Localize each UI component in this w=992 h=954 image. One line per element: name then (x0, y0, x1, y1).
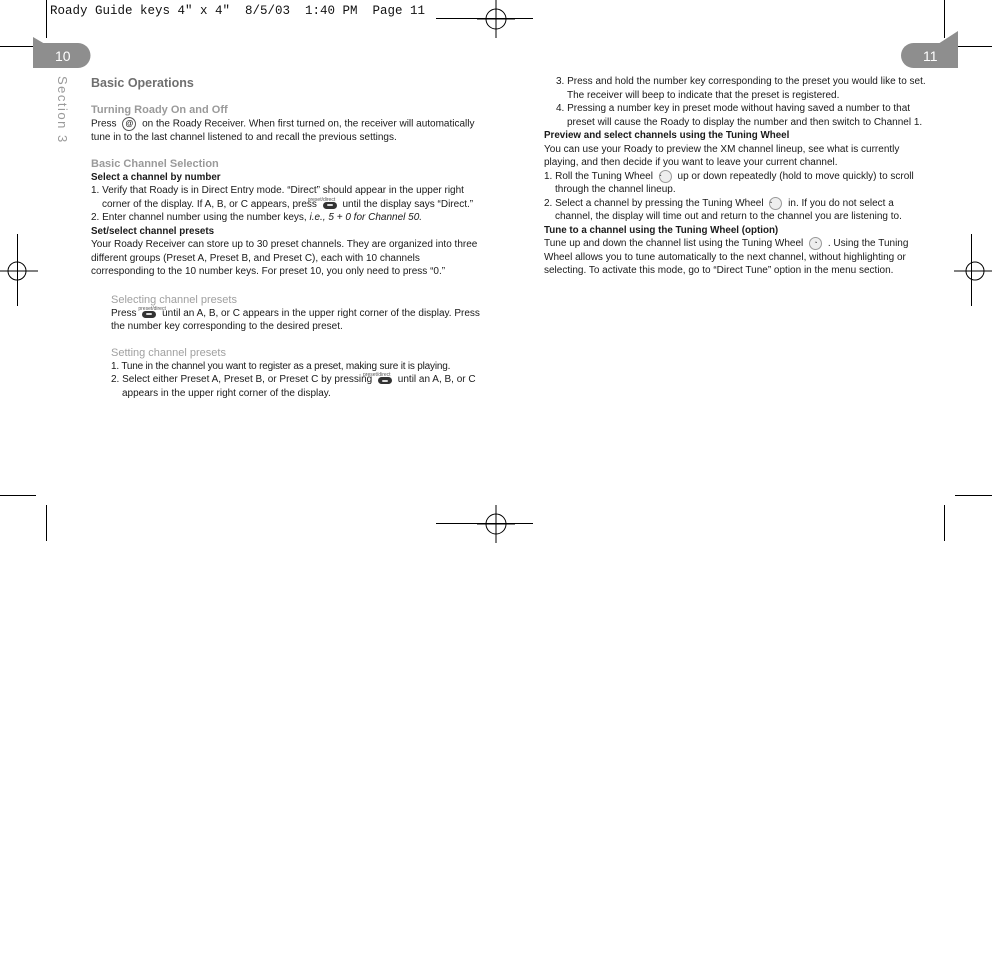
list-item: 3. Press and hold the number key corresponding to the preset you would like to set. The receiver will beep to indicate that the preset is registered. (556, 76, 926, 101)
text: until an A, B, or C appears in the upper right corner of the display. (122, 374, 476, 399)
list-item (111, 373, 483, 400)
page-number: 10 (55, 48, 71, 64)
page-number-tab-right (901, 43, 958, 68)
crop-mark (944, 505, 945, 541)
crop-mark (0, 495, 36, 496)
print-slug: Roady Guide keys 4" x 4" 8/5/03 1:40 PM Page 11 (50, 4, 426, 18)
registration-mark-icon (477, 505, 515, 543)
page-number-tab-left (33, 43, 91, 68)
preset-direct-button-icon (363, 372, 392, 384)
crop-mark (46, 505, 47, 541)
text: 1. Roll the Tuning Wheel (544, 170, 653, 182)
indented-block (91, 293, 483, 401)
paragraph: Your Roady Receiver can store up to 30 preset channels. They are organized into three different groups (Preset A, Preset B, and Preset C), each with 10 channels corresponding to the 10 number keys. For preset 10, you only need to press “0.” (91, 239, 478, 278)
button-caption: preset/direct (307, 196, 336, 203)
tab-corner-shape (33, 37, 45, 44)
section-heading: Basic Channel Selection (91, 157, 219, 170)
text: 1. Verify that Roady is in Direct Entry mode. “Direct” should appear in the upper right corner of the display. If A, B, or C appears, press (91, 185, 464, 210)
button-caption: preset/direct (363, 372, 391, 378)
text: 2. Select a channel by pressing the Tuning Wheel (544, 197, 764, 209)
text: until the display says “Direct.” (342, 198, 474, 210)
crop-mark (955, 46, 992, 47)
text: Tune up and down the channel list using the Tuning Wheel (544, 238, 804, 250)
section-heading: Turning Roady On and Off (91, 104, 228, 116)
preset-direct-button-icon (307, 196, 337, 209)
text-italic: i.e., 5 + 0 for Channel 50. (309, 212, 423, 224)
power-icon: @ (122, 117, 136, 131)
paragraph (544, 237, 934, 278)
text: Press (91, 118, 117, 130)
steps-list (544, 170, 934, 224)
crop-mark (46, 0, 47, 38)
crop-mark (955, 495, 992, 496)
tab-corner-shape (938, 31, 958, 44)
tuning-wheel-icon: ◔ (809, 237, 822, 250)
tuning-wheel-icon: ◔ (769, 197, 782, 210)
text: on the Roady Receiver. When first turned on, the receiver will automatically tune in to the last channel listened to and recall the previous settings. (91, 118, 475, 144)
subheading: Set/select channel presets (91, 225, 215, 237)
registration-mark-icon (0, 252, 38, 290)
paragraph (91, 117, 483, 145)
text: in. If you do not select a channel, the display will time out and return to the channel you are listening to. (555, 197, 902, 223)
list-item: 1. Tune in the channel you want to register as a preset, making sure it is playing. (111, 360, 451, 372)
paragraph (111, 307, 483, 334)
list-item (544, 170, 934, 197)
steps-list (111, 360, 483, 401)
subheading-light: Selecting channel presets (111, 293, 237, 306)
subheading: Tune to a channel using the Tuning Wheel (option) (544, 224, 779, 236)
text: Press (111, 307, 137, 319)
subheading: Preview and select channels using the Tuning Wheel (544, 130, 790, 141)
crop-mark (0, 46, 36, 47)
list-item (91, 184, 483, 211)
tuning-wheel-icon: ◔ (659, 170, 672, 183)
text: 2. Enter channel number using the number keys, (91, 212, 307, 224)
subheading: Select a channel by number (91, 171, 221, 183)
button-caption: preset/direct (138, 305, 166, 312)
list-item (544, 197, 934, 224)
list-item: 4. Pressing a number key in preset mode without having saved a number to that preset will cause the Roady to display the number and then switch to Channel 1. (556, 103, 923, 128)
registration-mark-icon (477, 0, 515, 38)
left-page-content (91, 75, 483, 400)
subheading-light: Setting channel presets (111, 346, 226, 359)
text: . Using the Tuning Wheel allows you to tune automatically to the next channel, without highlighting or selecting. To activate this mode, go to “Direct Tune” option in the menu section. (544, 238, 909, 277)
text: 2. Select either Preset A, Preset B, or Preset C by pressing (111, 374, 373, 386)
steps-list (544, 75, 934, 129)
page-title: Basic Operations (91, 76, 194, 90)
paragraph: You can use your Roady to preview the XM channel lineup, see what is currently playing, and then decide if you want to leave your current channel. (544, 143, 900, 168)
page-number: 11 (923, 48, 938, 64)
text: until an A, B, or C appears in the upper right corner of the display. Press the number key corresponding to the desired preset. (111, 307, 480, 333)
steps-list (91, 184, 483, 225)
preset-direct-button-icon (138, 305, 166, 318)
text: up or down repeatedly (hold to move quickly) to scroll through the channel lineup. (555, 170, 914, 196)
section-label: Section 3 (55, 76, 70, 144)
right-page-content (544, 75, 934, 278)
list-item (91, 211, 483, 225)
registration-mark-icon (954, 252, 992, 290)
